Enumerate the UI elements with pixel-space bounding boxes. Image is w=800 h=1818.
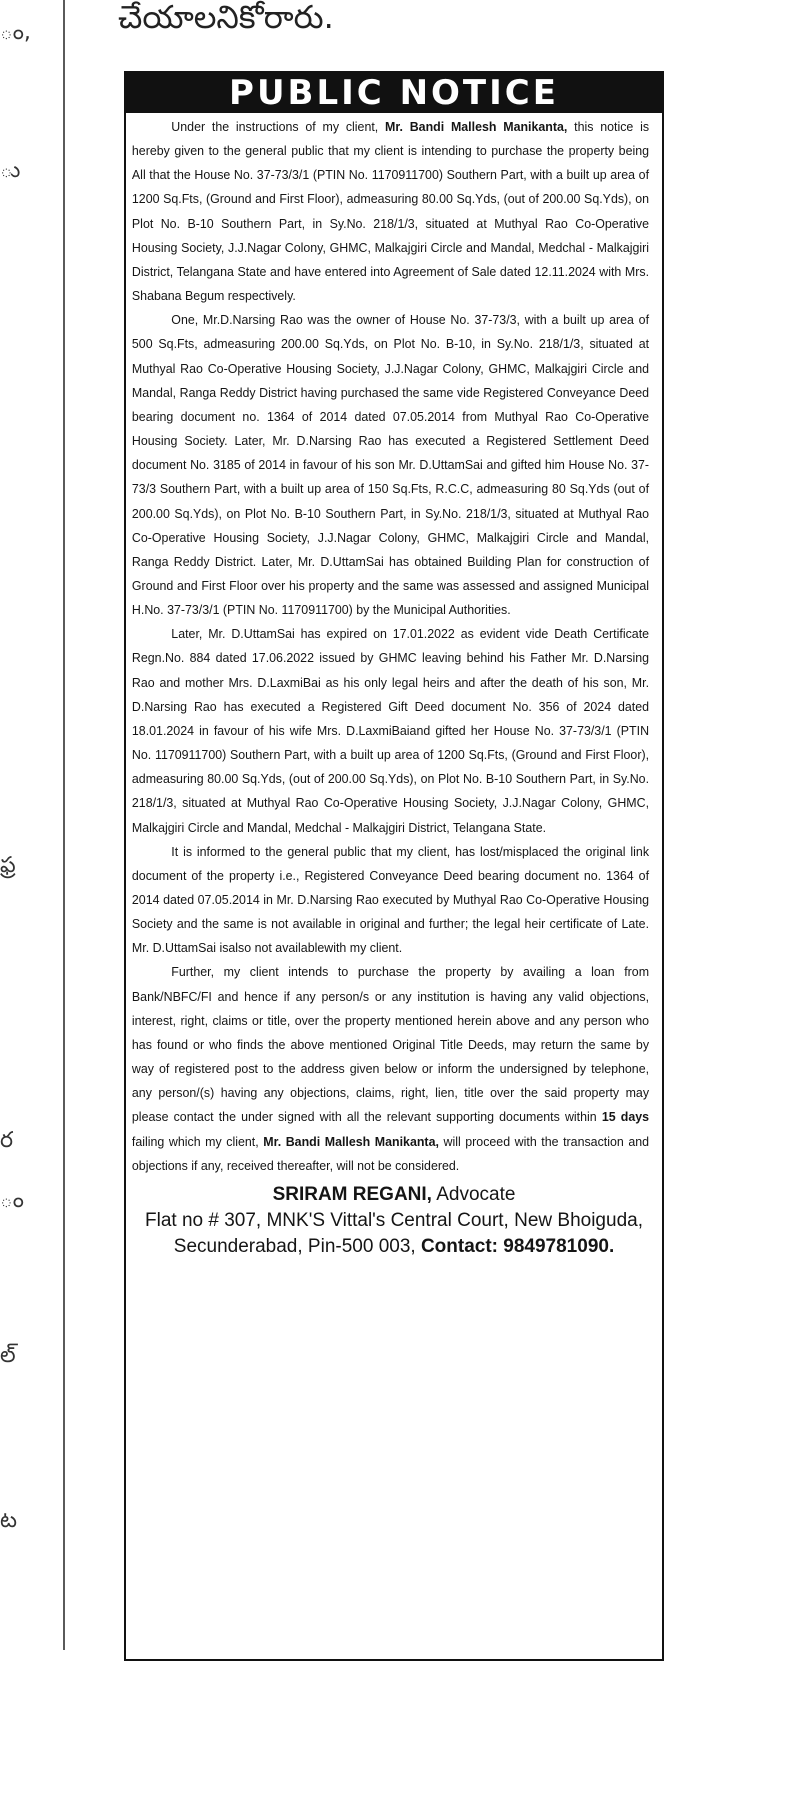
adjacent-column: [0, 0, 62, 1818]
advocate-role: Advocate: [431, 1183, 516, 1205]
address-line: [126, 1234, 662, 1260]
public-notice-box: [124, 71, 664, 1661]
notice-paragraph: [132, 115, 649, 308]
column-fragment: ం,: [0, 20, 31, 45]
paragraph-text: Under the instructions of my client,: [171, 120, 386, 134]
client-name: Mr. Bandi Mallesh Manikanta,: [263, 1134, 439, 1149]
notice-paragraph: It is informed to the general public that my client, has lost/misplaced the original link document of the property i.e., Registered Conveyance Deed bearing document no. 1364 of 2014 dated 07.05.2014 in Mr. D.Narsing Rao executed by Muthyal Rao Co-Operative Housing Society and the same is not available in original and further; the legal heir certificate of Late. Mr. D.UttamSai isalso not availablewith my client.: [131, 844, 650, 956]
notice-body: [126, 113, 654, 1178]
paragraph-text: Further, my client intends to purchase the property by availing a loan from Bank/NBFC/FI and hence if any person/s or any institution is having any valid objections, interest, right, claims or title, over the property mentioned herein above and any person who has found or who finds the above mentioned Original Title Deeds, may return the same by way of registered post to the address given below or inform the undersigned by telephone, any person/(s) having any objections, claims, right, lien, title over the said property may please contact the under signed with all the relevant supporting documents within: [131, 965, 650, 1125]
notice-title: PUBLIC NOTICE: [126, 73, 662, 113]
previous-article-line: చేయాలనికోరారు.: [118, 0, 334, 36]
column-fragment: ర: [0, 1128, 14, 1153]
contact-number: Contact: 9849781090.: [420, 1235, 615, 1257]
paragraph-text: this notice is hereby given to the general public that my client is intending to purchase the property being All that the House No. 37-73/3/1 (PTIN No. 1170911700) Southern Part, with a built up area of 1200 Sq.Fts, (Ground and First Floor), admeasuring 80.00 Sq.Yds, (out of 200.00 Sq.Yds), on Plot No. B-10 Southern Part, in Sy.No. 218/1/3, situated at Muthyal Rao Co-Operative Housing Society, J.J.Nagar Colony, GHMC, Malkajgiri Circle and Mandal, Medchal - Malkajgiri District, Telangana State and have entered into Agreement of Sale dated 12.11.2024 with Mrs. Shabana Begum respectively.: [131, 120, 650, 304]
column-fragment: ం: [0, 1188, 24, 1213]
paragraph-text: will proceed with the transaction and objections if any, received thereafter, will not be considered.: [131, 1134, 650, 1173]
deadline-days: 15 days: [601, 1110, 650, 1125]
column-fragment: ు: [0, 158, 21, 183]
notice-paragraph: [132, 960, 649, 1177]
advocate-line: [126, 1182, 662, 1208]
column-fragment: ల్: [0, 1343, 16, 1368]
notice-paragraph: One, Mr.D.Narsing Rao was the owner of House No. 37-73/3, with a built up area of 500 Sq.Fts, admeasuring 200.00 Sq.Yds, on Plot No. B-10, in Sy.No. 218/1/3, situated at Muthyal Rao Co-Operative Housing Society, J.J.Nagar Colony, GHMC, Malkajgiri Circle and Mandal, Ranga Reddy District having purchased the same vide Registered Conveyance Deed bearing document no. 1364 of 2014 dated 07.05.2014 from Muthyal Rao Co-Operative Housing Society. Later, Mr. D.Narsing Rao has executed a Registered Settlement Deed document No. 3185 of 2014 in favour of his son Mr. D.UttamSai and gifted him House No. 37-73/3 Southern Part, with a built up area of 150 Sq.Fts, R.C.C, admeasuring 80 Sq.Yds (out of 200.00 Sq.Yds), on Plot No. B-10 Southern Part, in Sy.No. 218/1/3, situated at Muthyal Rao Co-Operative Housing Society, J.J.Nagar Colony, GHMC, Malkajgiri Circle and Mandal, Ranga Reddy District. Later, Mr. D.UttamSai has obtained Building Plan for construction of Ground and First Floor over his property and the same was assessed and assigned Municipal H.No. 37-73/3/1 (PTIN No. 1170911700) by the Municipal Authorities.: [131, 313, 650, 618]
advocate-signature: [126, 1182, 662, 1260]
client-name: Mr. Bandi Mallesh Manikanta,: [385, 120, 568, 134]
address-line: Flat no # 307, MNK'S Vittal's Central Court, New Bhoiguda,: [145, 1209, 643, 1231]
column-divider: [63, 0, 65, 1650]
column-fragment: ఫ్ర: [0, 853, 16, 878]
column-fragment: ట: [0, 1508, 17, 1533]
paragraph-text: failing which my client,: [131, 1134, 264, 1149]
notice-paragraph: Later, Mr. D.UttamSai has expired on 17.01.2022 as evident vide Death Certificate Regn.No. 884 dated 17.06.2022 issued by GHMC leaving behind his Father Mr. D.Narsing Rao and mother Mrs. D.LaxmiBai as his only legal heirs and after the death of his son, Mr. D.Narsing Rao has executed a Registered Gift Deed document No. 356 of 2024 dated 18.01.2024 in favour of his wife Mrs. D.LaxmiBaiand gifted her House No. 37-73/3/1 (PTIN No. 1170911700) Southern Part, with a built up area of 1200 Sq.Fts, (Ground and First Floor), admeasuring 80.00 Sq.Yds, (out of 200.00 Sq.Yds), on Plot No. B-10 Southern Part, in Sy.No. 218/1/3, situated at Muthyal Rao Co-Operative Housing Society, J.J.Nagar Colony, GHMC, Malkajgiri Circle and Mandal, Medchal - Malkajgiri District, Telangana State.: [131, 627, 650, 835]
advocate-name: SRIRAM REGANI,: [272, 1183, 432, 1205]
address-text: Secunderabad, Pin-500 003,: [173, 1235, 421, 1257]
